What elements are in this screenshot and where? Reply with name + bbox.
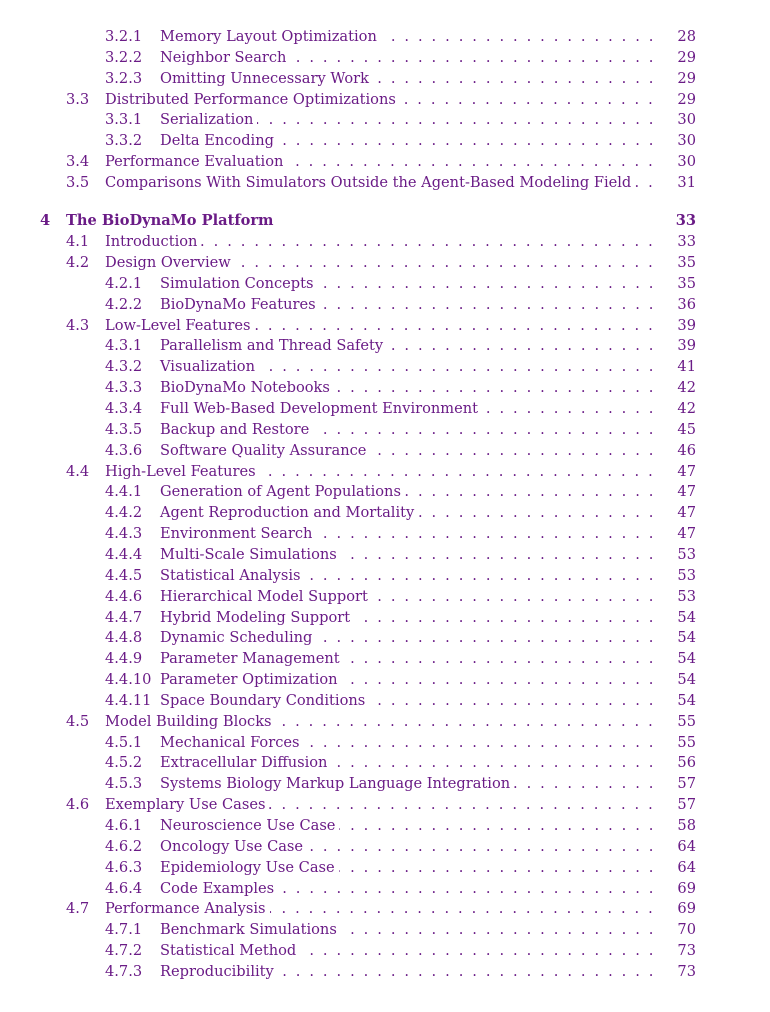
toc-number: 3.3 (66, 90, 90, 108)
toc-number: 4.5 (66, 712, 90, 730)
toc-page-number: 64 (656, 857, 696, 878)
toc-subsection[interactable] (0, 294, 696, 315)
toc-page-number: 30 (656, 109, 696, 130)
toc-title: Visualization (160, 356, 259, 377)
toc-page-number: 69 (656, 878, 696, 899)
toc-subsection[interactable] (0, 669, 696, 690)
toc-title: Statistical Analysis (160, 565, 305, 586)
toc-title: Parallelism and Thread Safety (160, 335, 387, 356)
toc-number: 4.4.3 (105, 525, 143, 543)
toc-subsection[interactable] (0, 940, 696, 961)
toc-subsection[interactable] (0, 356, 696, 377)
toc-number: 4.5.1 (105, 733, 143, 751)
toc-subsection[interactable] (0, 878, 696, 899)
toc-number: 4.7.2 (105, 942, 143, 960)
toc-number: 4.4.6 (105, 587, 143, 605)
toc-subsection[interactable] (0, 648, 696, 669)
toc-subsection[interactable] (0, 919, 696, 940)
toc-number: 4.3.3 (105, 379, 143, 397)
toc-section[interactable] (0, 231, 696, 252)
toc-title: Low-Level Features (105, 315, 254, 336)
toc-page-number: 42 (656, 398, 696, 419)
toc-title: The BioDynaMo Platform (66, 210, 277, 231)
toc-page-number: 46 (656, 440, 696, 461)
toc-page-number: 35 (656, 273, 696, 294)
toc-page-number: 54 (656, 690, 696, 711)
toc-page-number: 45 (656, 419, 696, 440)
toc-subsection[interactable] (0, 586, 696, 607)
toc-page-number: 29 (656, 68, 696, 89)
toc-title: Model Building Blocks (105, 711, 276, 732)
toc-title: BioDynaMo Features (160, 294, 320, 315)
toc-title: Code Examples (160, 878, 278, 899)
toc-subsection[interactable] (0, 273, 696, 294)
toc-number: 4.5.3 (105, 775, 143, 793)
toc-title: Generation of Agent Populations (160, 481, 405, 502)
toc-subsection[interactable] (0, 544, 696, 565)
toc-page-number: 54 (656, 648, 696, 669)
toc-page-number: 57 (656, 794, 696, 815)
toc-section[interactable] (0, 172, 696, 193)
toc-page-number: 29 (656, 89, 696, 110)
toc-subsection[interactable] (0, 690, 696, 711)
toc-number: 4.6.3 (105, 858, 143, 876)
toc-number: 4 (40, 211, 51, 229)
toc-title: Reproducibility (160, 961, 278, 982)
toc-number: 4.4.5 (105, 566, 143, 584)
toc-subsection[interactable] (0, 440, 696, 461)
toc-page-number: 42 (656, 377, 696, 398)
toc-number: 4.4.7 (105, 608, 143, 626)
toc-subsection[interactable] (0, 752, 696, 773)
toc-page-number: 31 (656, 172, 696, 193)
toc-title: Omitting Unnecessary Work (160, 68, 373, 89)
toc-subsection[interactable] (0, 565, 696, 586)
toc-subsection[interactable] (0, 130, 696, 151)
toc-subsection[interactable] (0, 47, 696, 68)
toc-page-number: 35 (656, 252, 696, 273)
toc-page-number: 33 (656, 231, 696, 252)
toc-page-number: 29 (656, 47, 696, 68)
toc-title: Statistical Method (160, 940, 300, 961)
toc-number: 4.6.4 (105, 879, 143, 897)
toc-page-number: 58 (656, 815, 696, 836)
toc-subsection[interactable] (0, 523, 696, 544)
toc-page-number: 53 (656, 586, 696, 607)
toc-title: Performance Analysis (105, 898, 270, 919)
toc-page-number: 47 (656, 523, 696, 544)
toc-title: Software Quality Assurance (160, 440, 370, 461)
toc-subsection[interactable] (0, 335, 696, 356)
toc-title: Neighbor Search (160, 47, 290, 68)
toc-page-number: 47 (656, 502, 696, 523)
toc-title: Exemplary Use Cases (105, 794, 269, 815)
toc-section[interactable] (0, 711, 696, 732)
toc-number: 4.4.11 (105, 691, 152, 709)
toc-number: 3.4 (66, 153, 90, 171)
toc-page-number: 39 (656, 315, 696, 336)
toc-title: Backup and Restore (160, 419, 313, 440)
toc-title: Delta Encoding (160, 130, 278, 151)
toc-title: Dynamic Scheduling (160, 627, 316, 648)
toc-title: Mechanical Forces (160, 732, 304, 753)
toc-number: 3.3.1 (105, 111, 143, 129)
toc-subsection[interactable] (0, 68, 696, 89)
toc-title: Introduction (105, 231, 201, 252)
toc-page-number: 73 (656, 940, 696, 961)
toc-subsection[interactable] (0, 627, 696, 648)
toc-number: 3.2.1 (105, 28, 143, 45)
toc-title: Agent Reproduction and Mortality (160, 502, 418, 523)
toc-page-number: 36 (656, 294, 696, 315)
toc-page-number: 69 (656, 898, 696, 919)
toc-title: BioDynaMo Notebooks (160, 377, 334, 398)
toc-title: Neuroscience Use Case (160, 815, 339, 836)
toc-title: High-Level Features (105, 461, 260, 482)
toc-number: 3.2.2 (105, 48, 143, 66)
toc-number: 4.3.2 (105, 358, 143, 376)
toc-subsection[interactable] (0, 377, 696, 398)
toc-subsection[interactable] (0, 398, 696, 419)
toc-title: Epidemiology Use Case (160, 857, 339, 878)
toc-number: 4.6.2 (105, 837, 143, 855)
toc-title: Hybrid Modeling Support (160, 607, 354, 628)
toc-subsection[interactable] (0, 607, 696, 628)
toc-section[interactable] (0, 151, 696, 172)
toc-title: Oncology Use Case (160, 836, 307, 857)
toc-number: 4.2.1 (105, 274, 143, 292)
toc-title: Multi-Scale Simulations (160, 544, 341, 565)
toc-page-number: 47 (656, 481, 696, 502)
toc-page-number: 28 (656, 26, 696, 47)
toc-subsection[interactable] (0, 481, 696, 502)
toc-number: 4.3.4 (105, 400, 143, 417)
toc-number: 4.4.2 (105, 504, 143, 522)
toc-subsection[interactable] (0, 773, 696, 794)
toc-number: 4.2.2 (105, 295, 143, 313)
toc-title: Performance Evaluation (105, 151, 287, 172)
toc-number: 4.4 (66, 462, 90, 480)
toc-title: Design Overview (105, 252, 235, 273)
toc-page-number: 53 (656, 565, 696, 586)
toc-page-number: 54 (656, 607, 696, 628)
toc-section[interactable] (0, 315, 696, 336)
toc-page-number: 30 (656, 151, 696, 172)
toc-page-number: 64 (656, 836, 696, 857)
toc-number: 4.7.1 (105, 921, 143, 939)
toc-title: Benchmark Simulations (160, 919, 341, 940)
toc-subsection[interactable] (0, 502, 696, 523)
toc-title: Parameter Optimization (160, 669, 342, 690)
toc-section[interactable] (0, 461, 696, 482)
toc-title: Hierarchical Model Support (160, 586, 372, 607)
toc-chapter[interactable] (0, 210, 696, 231)
toc-title: Environment Search (160, 523, 316, 544)
toc-number: 3.3.2 (105, 132, 143, 150)
toc-page-number: 33 (656, 210, 696, 231)
toc-page-number: 30 (656, 130, 696, 151)
toc-title: Extracellular Diffusion (160, 752, 331, 773)
toc-number: 4.1 (66, 233, 90, 251)
toc-page-number: 41 (656, 356, 696, 377)
toc-number: 3.2.3 (105, 69, 143, 87)
toc-title: Space Boundary Conditions (160, 690, 369, 711)
toc-page-number: 56 (656, 752, 696, 773)
toc-subsection[interactable] (0, 109, 696, 130)
toc-number: 4.2 (66, 254, 90, 271)
toc-section[interactable] (0, 252, 696, 273)
toc-number: 4.4.1 (105, 483, 143, 501)
toc-page-number: 54 (656, 669, 696, 690)
toc-subsection[interactable] (0, 836, 696, 857)
toc-number: 4.3 (66, 316, 90, 334)
toc-page-number: 39 (656, 335, 696, 356)
toc-number: 4.7.3 (105, 962, 143, 980)
toc-subsection[interactable] (0, 815, 696, 836)
toc-subsection[interactable] (0, 961, 696, 982)
toc-subsection[interactable] (0, 732, 696, 753)
toc-number: 4.3.1 (105, 337, 143, 355)
toc-title: Simulation Concepts (160, 273, 317, 294)
toc-page-number: 54 (656, 627, 696, 648)
toc-page-number: 73 (656, 961, 696, 982)
toc-number: 4.4.4 (105, 545, 143, 563)
toc-number: 4.3.5 (105, 420, 143, 438)
toc-number: 4.4.10 (105, 671, 152, 688)
toc-title: Comparisons With Simulators Outside the Agent-Based Modeling Field (105, 172, 635, 193)
toc-title: Distributed Performance Optimizations (105, 89, 400, 110)
toc-title: Parameter Management (160, 648, 344, 669)
toc-title: Memory Layout Optimization (160, 26, 381, 47)
toc-number: 4.6 (66, 796, 90, 814)
toc-number: 3.5 (66, 173, 90, 191)
toc-section[interactable] (0, 898, 696, 919)
toc-page-number: 55 (656, 732, 696, 753)
toc-number: 4.3.6 (105, 441, 143, 459)
toc-subsection[interactable] (0, 26, 696, 47)
toc-number: 4.5.2 (105, 754, 143, 772)
toc-page-number: 57 (656, 773, 696, 794)
toc-subsection[interactable] (0, 419, 696, 440)
toc-title: Systems Biology Markup Language Integration (160, 773, 514, 794)
toc-page-number: 47 (656, 461, 696, 482)
toc-section[interactable] (0, 794, 696, 815)
toc-subsection[interactable] (0, 857, 696, 878)
toc-number: 4.4.8 (105, 629, 143, 647)
toc-title: Full Web-Based Development Environment (160, 398, 482, 419)
toc-page-number: 53 (656, 544, 696, 565)
toc-page-number: 55 (656, 711, 696, 732)
toc-title: Serialization (160, 109, 257, 130)
toc-number: 4.4.9 (105, 650, 143, 668)
toc-section[interactable] (0, 89, 696, 110)
toc-number: 4.6.1 (105, 817, 143, 834)
toc-page-number: 70 (656, 919, 696, 940)
toc-number: 4.7 (66, 900, 90, 918)
